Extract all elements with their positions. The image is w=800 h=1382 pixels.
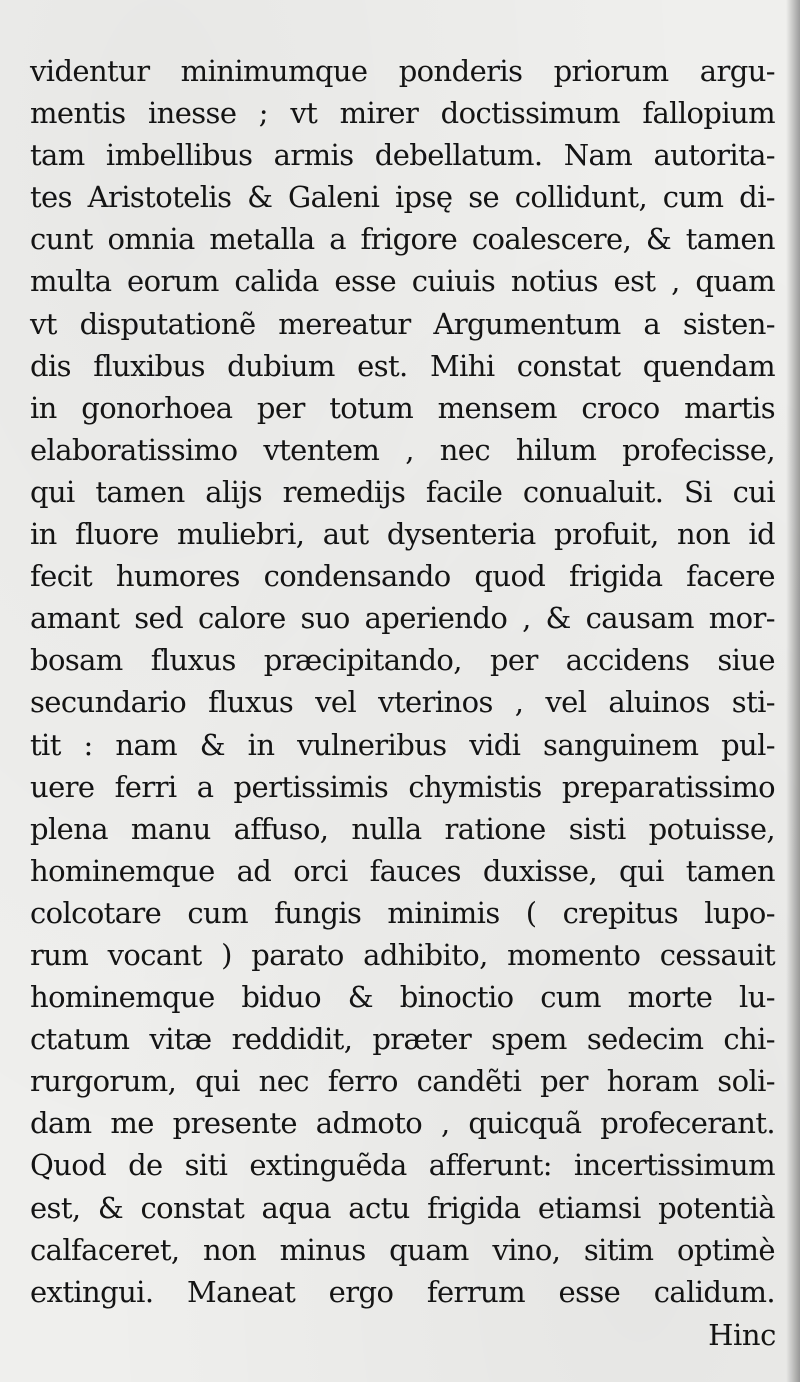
text-line: rum vocant ) parato adhibito, momento cessauit bbox=[30, 937, 775, 972]
text-line: amant sed calore suo aperiendo , & causam mor- bbox=[30, 601, 775, 636]
page-edge-shadow bbox=[786, 0, 800, 1382]
text-line: vt disputationẽ mereatur Argumentum a sisten- bbox=[30, 306, 775, 341]
text-line: hominemque ad orci fauces duxisse, qui tamen bbox=[30, 853, 775, 888]
text-line: fecit humores condensando quod frigida facere bbox=[30, 559, 775, 594]
text-line: dam me presente admoto , quicquã profecerant. bbox=[30, 1106, 775, 1141]
text-line: elaboratissimo vtentem , nec hilum profecisse, bbox=[30, 432, 775, 467]
text-line: bosam fluxus præcipitando, per accidens siue bbox=[30, 643, 775, 678]
text-line: tes Aristotelis & Galeni ipsę se collidunt, cum di- bbox=[30, 180, 775, 215]
text-line: cunt omnia metalla a frigore coalescere, & tamen bbox=[30, 222, 775, 257]
text-line: mentis inesse ; vt mirer doctissimum fallopium bbox=[30, 96, 775, 131]
catchword: Hinc bbox=[708, 1318, 776, 1352]
text-line: in fluore muliebri, aut dysenteria profuit, non id bbox=[30, 517, 775, 552]
text-line: tam imbellibus armis debellatum. Nam autorita- bbox=[30, 138, 775, 173]
text-line: hominemque biduo & binoctio cum morte lu- bbox=[30, 980, 775, 1015]
text-line: est, & constat aqua actu frigida etiamsi potentià bbox=[30, 1190, 775, 1225]
text-line: videntur minimumque ponderis priorum argu- bbox=[30, 54, 775, 88]
text-line: ctatum vitæ reddidit, præter spem sedecim chi- bbox=[30, 1022, 775, 1057]
text-line: Quod de siti extinguẽda afferunt: incertissimum bbox=[30, 1148, 775, 1183]
text-line: rurgorum, qui nec ferro candẽti per horam soli- bbox=[30, 1064, 775, 1099]
body-text bbox=[30, 50, 775, 1313]
text-line: dis fluxibus dubium est. Mihi constat quendam bbox=[30, 348, 775, 383]
text-line: extingui. Maneat ergo ferrum esse calidum. bbox=[30, 1274, 775, 1309]
text-line: secundario fluxus vel vterinos , vel aluinos sti- bbox=[30, 685, 775, 720]
text-line: qui tamen alijs remedijs facile conualuit. Si cui bbox=[30, 474, 775, 509]
text-line: calfaceret, non minus quam vino, sitim optimè bbox=[30, 1232, 775, 1267]
text-line: tit : nam & in vulneribus vidi sanguinem pul- bbox=[30, 727, 775, 762]
text-line: multa eorum calida esse cuiuis notius est , quam bbox=[30, 264, 775, 299]
text-line: in gonorhoea per totum mensem croco martis bbox=[30, 390, 775, 425]
text-line: uere ferri a pertissimis chymistis preparatissimo bbox=[30, 769, 775, 804]
text-line: plena manu affuso, nulla ratione sisti potuisse, bbox=[30, 811, 775, 846]
text-line: colcotare cum fungis minimis ( crepitus lupo- bbox=[30, 895, 775, 930]
